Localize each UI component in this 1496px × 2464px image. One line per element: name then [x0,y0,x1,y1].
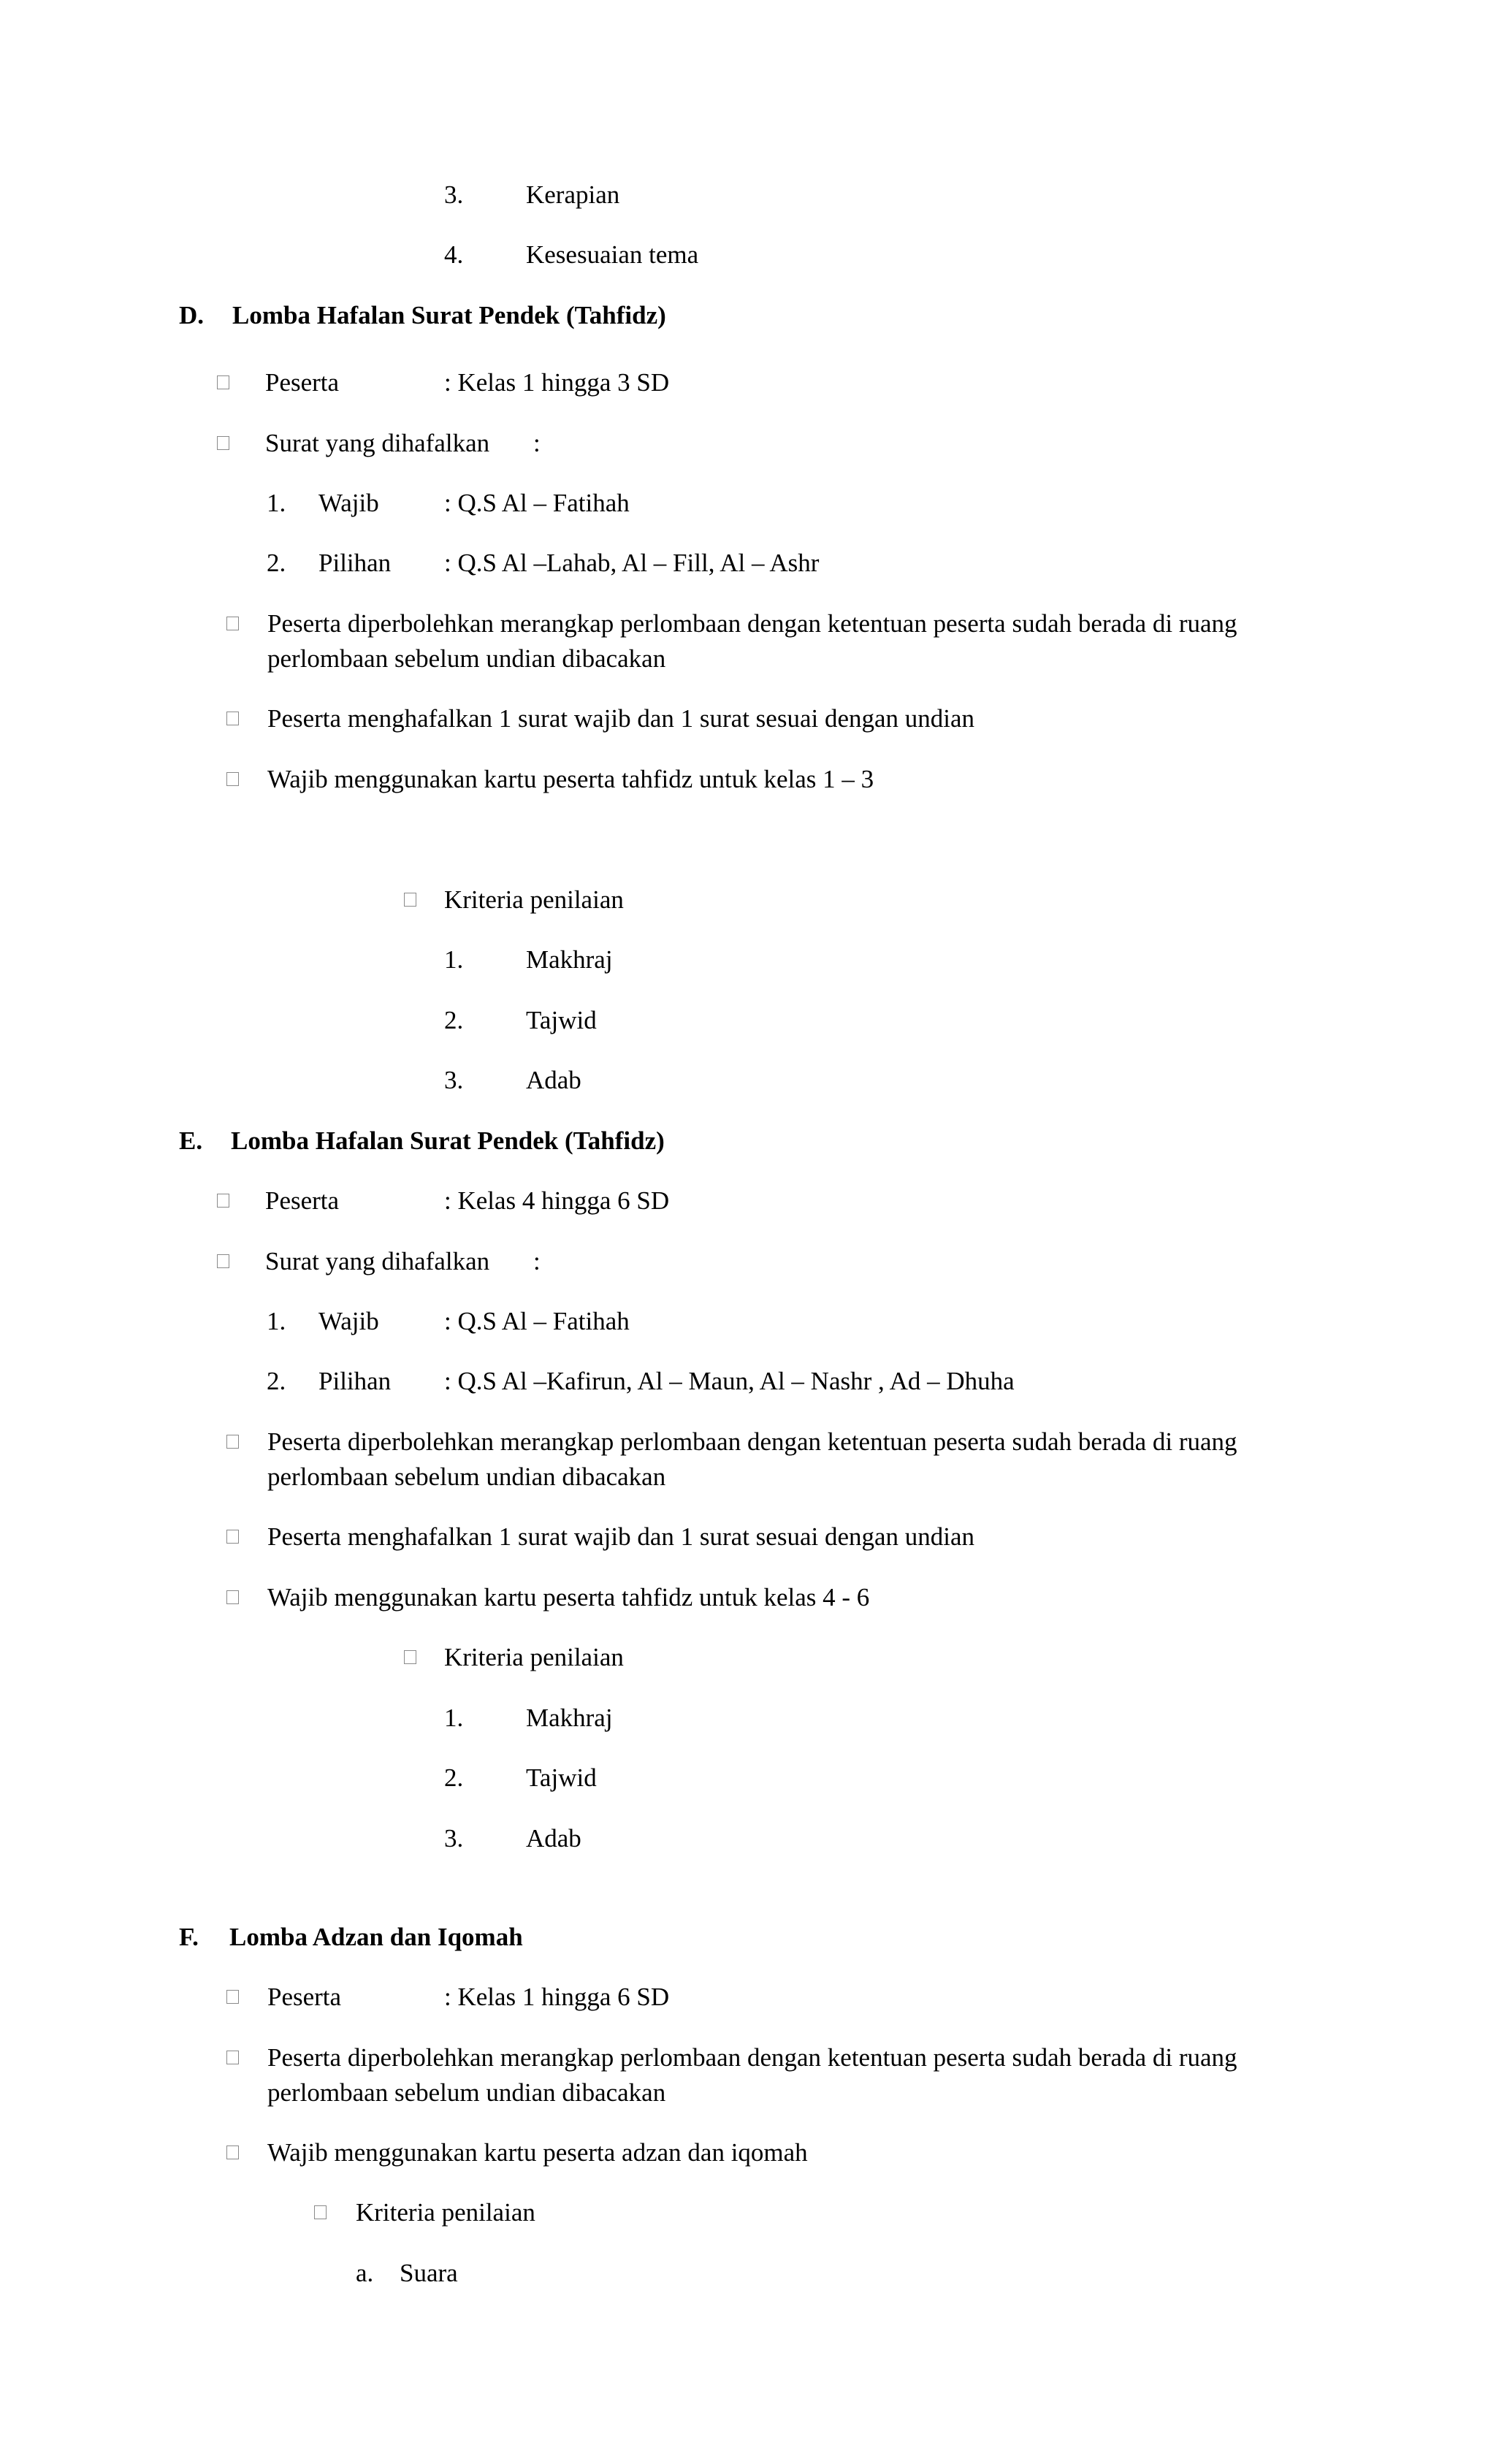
criteria-item: Tajwid [526,1006,597,1034]
surat-item-value: : Q.S Al – Fatihah [444,489,630,517]
rule-text: perlombaan sebelum undian dibacakan [267,1462,666,1491]
surat-item-label: Wajib [318,489,379,517]
surat-label: Surat yang dihafalkan [265,429,490,457]
surat-label: Surat yang dihafalkan [265,1247,490,1275]
list-number: 2. [444,1006,464,1034]
criteria-item: Tajwid [526,1763,597,1792]
criteria-item: Adab [526,1066,581,1094]
criteria-item: Suara [400,2259,458,2287]
checkbox-bullet-icon [226,1530,239,1544]
criteria-item: Adab [526,1824,581,1853]
checkbox-bullet-icon [226,2051,239,2064]
section-title: Lomba Adzan dan Iqomah [229,1923,523,1951]
list-number: 3. [444,1066,464,1094]
rule-text: Wajib menggunakan kartu peserta tahfidz untuk kelas 4 - 6 [267,1583,870,1611]
checkbox-bullet-icon [226,772,239,786]
checkbox-bullet-icon [217,436,229,450]
checkbox-bullet-icon [217,375,229,389]
peserta-value: : Kelas 4 hingga 6 SD [444,1186,670,1215]
surat-item-label: Pilihan [318,1367,392,1395]
list-letter: a. [356,2259,374,2287]
section-letter: F. [179,1923,199,1951]
checkbox-bullet-icon [226,2145,239,2159]
rule-text: Peserta diperbolehkan merangkap perlombaan dengan ketentuan peserta sudah berada di ruang [267,609,1237,638]
list-item-text: Kerapian [526,180,620,209]
surat-item-label: Pilihan [318,549,392,577]
list-number: 1. [444,945,464,974]
peserta-label: Peserta [265,368,340,397]
rule-text: Wajib menggunakan kartu peserta tahfidz untuk kelas 1 – 3 [267,765,874,793]
checkbox-bullet-icon [226,1590,239,1604]
criteria-label: Kriteria penilaian [444,885,624,914]
criteria-label: Kriteria penilaian [356,2198,535,2227]
rule-text: perlombaan sebelum undian dibacakan [267,644,666,673]
checkbox-bullet-icon [217,1194,229,1208]
section-letter: E. [179,1126,203,1155]
checkbox-bullet-icon [226,1435,239,1449]
rule-text: Peserta menghafalkan 1 surat wajib dan 1 surat sesuai dengan undian [267,1522,975,1551]
rule-text: Peserta diperbolehkan merangkap perlombaan dengan ketentuan peserta sudah berada di ruang [267,1427,1237,1456]
peserta-label: Peserta [267,1983,342,2011]
rule-text: Wajib menggunakan kartu peserta adzan dan iqomah [267,2138,808,2167]
list-number: 1. [267,489,286,517]
surat-item-value: : Q.S Al – Fatihah [444,1307,630,1335]
checkbox-bullet-icon [314,2205,327,2219]
peserta-label: Peserta [265,1186,340,1215]
checkbox-bullet-icon [404,1650,416,1664]
criteria-item: Makhraj [526,1704,613,1732]
surat-colon: : [533,429,541,457]
list-number: 2. [267,549,286,577]
list-number: 2. [444,1763,464,1792]
list-item-text: Kesesuaian tema [526,240,699,269]
rule-text: Peserta menghafalkan 1 surat wajib dan 1 surat sesuai dengan undian [267,704,975,733]
rule-text: perlombaan sebelum undian dibacakan [267,2078,666,2107]
list-number: 1. [444,1704,464,1732]
section-title: Lomba Hafalan Surat Pendek (Tahfidz) [231,1126,665,1155]
surat-item-value: : Q.S Al –Kafirun, Al – Maun, Al – Nashr , Ad – Dhuha [444,1367,1015,1395]
surat-colon: : [533,1247,541,1275]
surat-item-label: Wajib [318,1307,379,1335]
list-number: 2. [267,1367,286,1395]
criteria-item: Makhraj [526,945,613,974]
surat-item-value: : Q.S Al –Lahab, Al – Fill, Al – Ashr [444,549,820,577]
criteria-label: Kriteria penilaian [444,1643,624,1671]
checkbox-bullet-icon [226,617,239,630]
rule-text: Peserta diperbolehkan merangkap perlombaan dengan ketentuan peserta sudah berada di ruang [267,2043,1237,2072]
checkbox-bullet-icon [226,712,239,725]
list-number: 3. [444,180,464,209]
section-letter: D. [179,301,205,329]
checkbox-bullet-icon [226,1990,239,2004]
list-number: 4. [444,240,464,269]
peserta-value: : Kelas 1 hingga 6 SD [444,1983,670,2011]
section-title: Lomba Hafalan Surat Pendek (Tahfidz) [232,301,666,329]
peserta-value: : Kelas 1 hingga 3 SD [444,368,670,397]
checkbox-bullet-icon [404,893,416,907]
list-number: 1. [267,1307,286,1335]
checkbox-bullet-icon [217,1254,229,1268]
list-number: 3. [444,1824,464,1853]
